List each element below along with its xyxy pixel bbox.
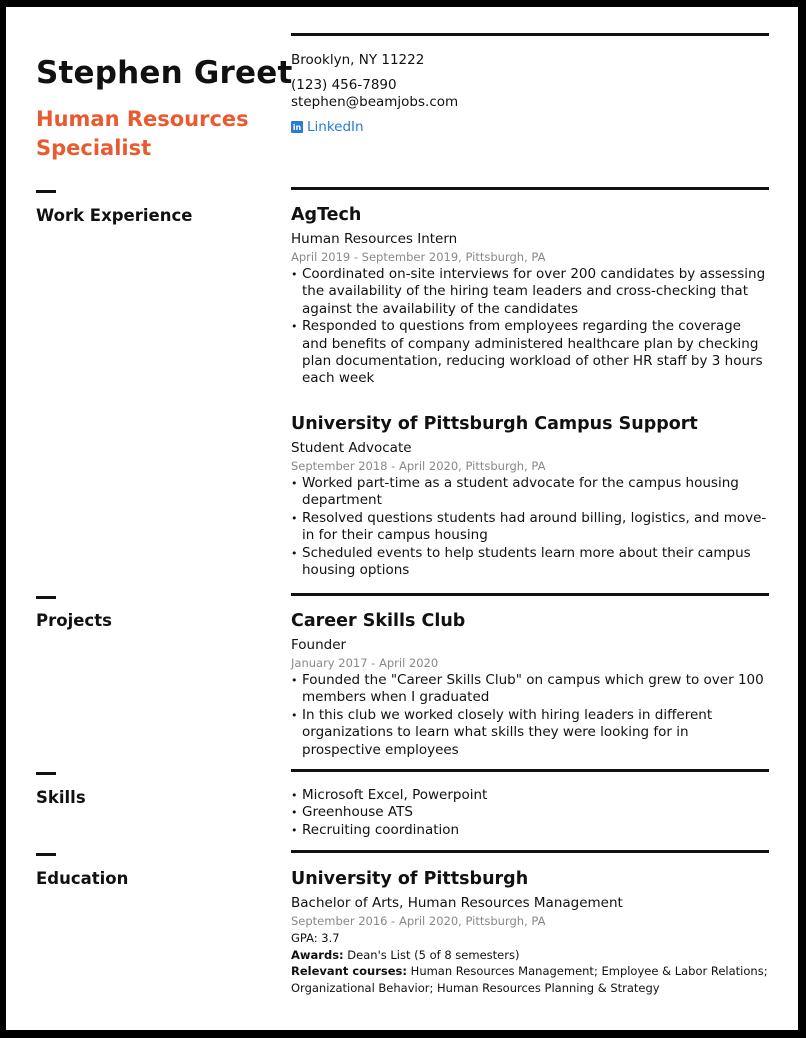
job-role: Human Resources Intern — [291, 231, 458, 247]
job-dates: April 2019 - September 2019 — [291, 250, 459, 264]
company-name: AgTech — [291, 205, 362, 225]
work-section-dash — [36, 190, 56, 193]
comma-separator: , — [399, 895, 408, 911]
job-meta — [291, 458, 769, 475]
bullet-item: • Responded to questions from employees regarding the coverage and benefits of company administered healthcare plan by checking plan documentation, reducing workload of other HR staff by 3 hours each week — [291, 318, 769, 388]
skills-bullets — [291, 787, 769, 839]
degree: Bachelor of Arts — [291, 895, 400, 911]
project-name: Career Skills Club — [291, 611, 466, 631]
section-title-skills: Skills — [36, 788, 86, 807]
project-bullets — [291, 672, 769, 759]
skills-list — [291, 787, 769, 839]
project-dates: January 2017 - April 2020 — [291, 656, 439, 670]
resume-page — [6, 7, 798, 1030]
education-dates: September 2016 - April 2020 — [291, 914, 459, 928]
gpa: GPA: 3.7 — [291, 931, 340, 945]
comma-separator: , — [458, 914, 466, 928]
job-role: Student Advocate — [291, 440, 412, 456]
project-role: Founder — [291, 637, 347, 653]
job-bullets — [291, 266, 769, 388]
job-bullets — [291, 475, 769, 579]
work-entry-pitt-campus — [291, 413, 769, 579]
school-name: University of Pittsburgh — [291, 869, 529, 889]
awards-line — [291, 947, 769, 964]
comma-separator: , — [458, 459, 466, 473]
awards-value: Dean's List (5 of 8 semesters) — [347, 947, 520, 962]
work-section-rule — [291, 187, 769, 190]
skills-section-rule — [291, 769, 769, 772]
header-rule — [291, 33, 769, 36]
work-entry-agtech — [291, 204, 769, 388]
job-dates: September 2018 - April 2020 — [291, 459, 459, 473]
bullet-item: • Worked part-time as a student advocate for the campus housing department — [291, 475, 769, 510]
section-title-work: Work Experience — [36, 206, 193, 225]
contact-phone: (123) 456-7890 — [291, 77, 397, 93]
candidate-title: Human Resources Specialist — [36, 107, 249, 160]
courses-value: Human Resources Management; Employee & Labor Relations; Organizational Behavior; Human Resources Planning & Strategy — [291, 964, 768, 995]
bullet-item: • Founded the "Career Skills Club" on campus which grew to over 100 members when I graduated — [291, 672, 769, 707]
education-section-rule — [291, 850, 769, 853]
bullet-item: • In this club we worked closely with hiring leaders in different organizations to learn what skills they were looking for in prospective employees — [291, 707, 769, 759]
bullet-item: • Coordinated on-site interviews for over 200 candidates by assessing the availability of the hiring team leaders and cross-checking that against the availability of the candidates — [291, 266, 769, 318]
comma-separator: , — [458, 250, 466, 264]
major: Human Resources Management — [407, 895, 623, 911]
skill-item: • Microsoft Excel, Powerpoint — [291, 787, 769, 804]
linkedin-link[interactable] — [291, 119, 364, 135]
section-title-projects: Projects — [36, 611, 112, 630]
job-location: Pittsburgh, PA — [465, 459, 546, 473]
skill-item: • Greenhouse ATS — [291, 804, 769, 821]
contact-address: Brooklyn, NY 11222 — [291, 52, 425, 68]
awards-label: Awards: — [291, 947, 344, 962]
skills-section-dash — [36, 772, 56, 775]
degree-line — [291, 894, 769, 912]
linkedin-icon: in — [292, 122, 302, 132]
bullet-item: • Scheduled events to help students learn more about their campus housing options — [291, 545, 769, 580]
candidate-name: Stephen Greet — [36, 55, 293, 91]
contact-email[interactable]: stephen@beamjobs.com — [291, 94, 459, 110]
linkedin-label: LinkedIn — [307, 119, 364, 135]
education-section-dash — [36, 853, 56, 856]
section-title-education: Education — [36, 869, 129, 888]
skill-item: • Recruiting coordination — [291, 822, 769, 839]
courses-line — [291, 963, 769, 996]
bullet-item: • Resolved questions students had around billing, logistics, and move-in for their campus housing — [291, 510, 769, 545]
education-location: Pittsburgh, PA — [465, 914, 546, 928]
education-entry — [291, 868, 769, 996]
education-meta — [291, 913, 769, 930]
courses-label: Relevant courses: — [291, 964, 408, 978]
projects-section-dash — [36, 596, 56, 599]
company-name: University of Pittsburgh Campus Support — [291, 414, 698, 434]
job-location: Pittsburgh, PA — [465, 250, 546, 264]
projects-section-rule — [291, 593, 769, 596]
job-meta — [291, 249, 769, 266]
project-entry — [291, 610, 769, 759]
